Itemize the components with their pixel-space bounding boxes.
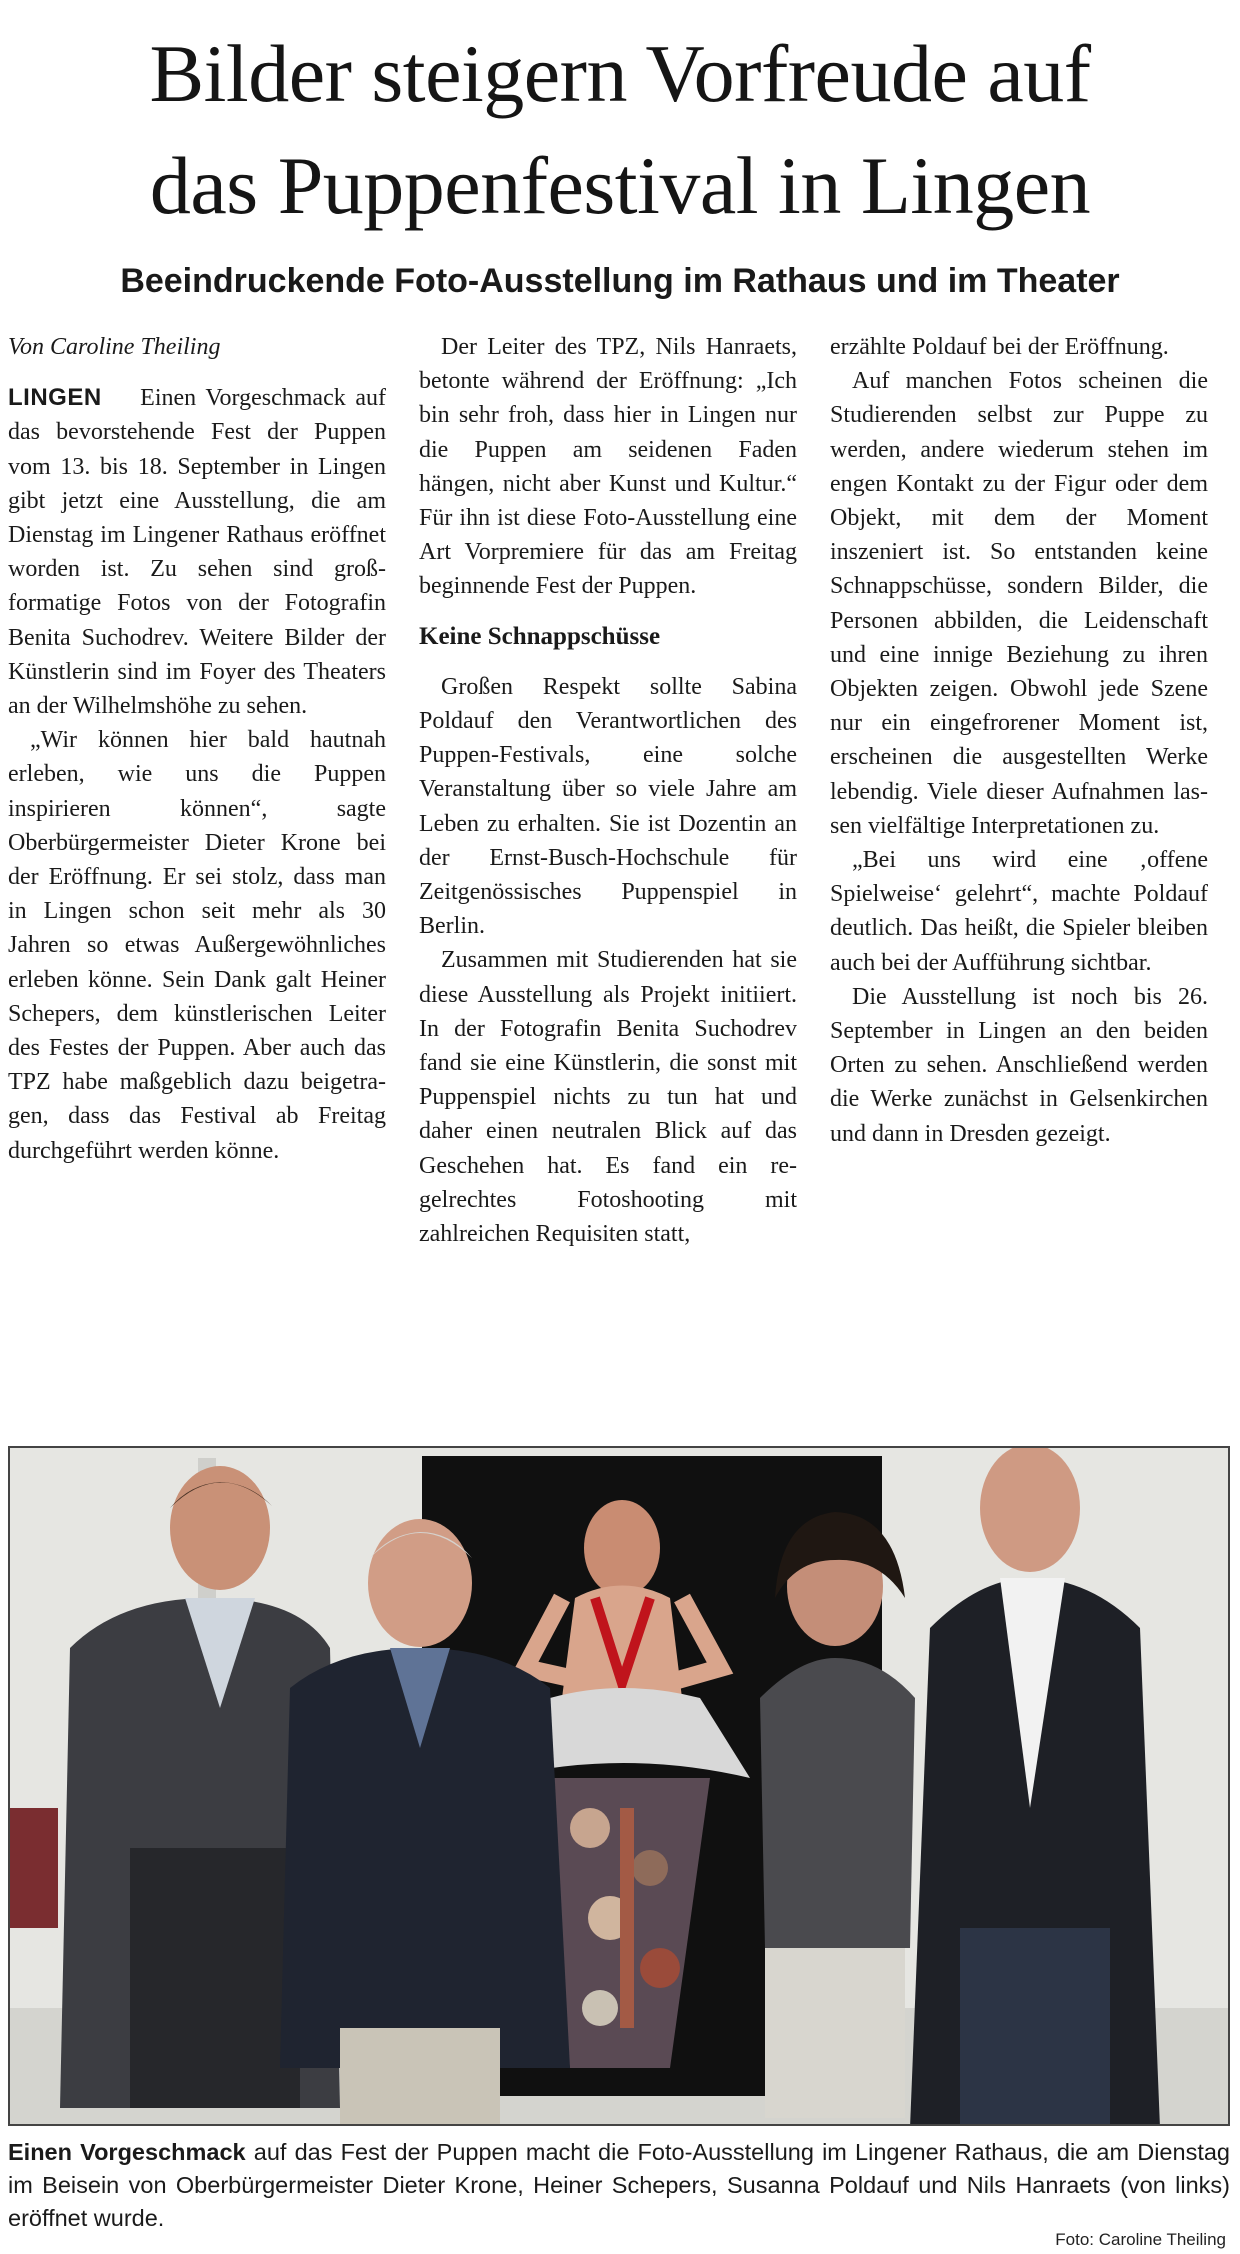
- subheadline: Beeindruckende Foto-Ausstellung im Rathaus und im Theater: [120, 262, 1120, 300]
- caption-lead: Einen Vorgeschmack: [8, 2139, 246, 2165]
- column-1: [8, 330, 386, 1168]
- paragraph-text: Einen Vorgeschmack auf das bevorstehende Fest der Puppen vom 13. bis 18. September in Lingen gibt jetzt eine Ausstellung, die am Dienstag im Lingener Rathaus eröffnet worden ist. Zu sehen sind großformatige Fotos von der Fotografin Benita Suchodrev. Weitere Bilder der Künstlerin sind im Foyer des Theaters an der Wilhelmshöhe zu sehen.: [8, 385, 387, 720]
- article-photo: [8, 1446, 1230, 2126]
- headline-line-1: Bilder steigern Vorfreude auf: [149, 28, 1091, 119]
- paragraph: Der Leiter des TPZ, Nils Hanraets, betonte während der Eröffnung: „Ich bin sehr froh, dass hier in Lingen nur die Puppen am seidenen Faden hängen, nicht aber Kunst und Kultur.“ Für ihn ist diese Foto-Ausstellung eine Art Vorpremiere für das am Freitag beginnende Fest der Puppen.: [419, 334, 797, 600]
- column-2: [419, 330, 797, 1251]
- paragraph: „Wir können hier bald hautnah erleben, wie uns die Puppen inspirieren können“, sagte Oberbürgermeister Dieter Krone bei der Eröffnung. Er sei stolz, dass man in Lingen schon seit mehr als 30 Jahren so etwas Außergewöhnliches erleben könne. Sein Dank galt Heiner Schepers, dem künstlerischen Leiter des Festes der Puppen. Aber auch das TPZ habe maßgeblich dazu beigetragen, dass das Festival ab Freitag durchgeführt werden könne.: [8, 727, 386, 1164]
- paragraph: Auf manchen Fotos scheinen die Studierenden selbst zur Puppe zu werden, andere wiederum stehen im engen Kontakt zu der Figur oder dem Objekt, mit dem der Moment inszeniert ist. So entstanden keine Schnappschüsse, sondern Bilder, die Personen abbilden, die Leidenschaft und eine innige Beziehung zu ihren Objekten zeigen. Obwohl jede Szene nur ein eingefrorener Moment ist, erscheinen die ausgestellten Werke lebendig. Viele dieser Aufnahmen lassen vielfältige Interpretationen zu.: [830, 368, 1208, 839]
- column-3: [830, 330, 1208, 1151]
- paragraph: Die Ausstellung ist noch bis 26. September in Lingen an den beiden Orten zu sehen. Anschließend werden die Werke zunächst in Gelsenkirchen und dann in Dresden gezeigt.: [830, 983, 1208, 1147]
- paragraph: Großen Respekt sollte Sabina Poldauf den Verantwortlichen des Puppen-Festivals, eine solche Veranstaltung über so viele Jahre am Leben zu erhalten. Sie ist Dozentin an der Ernst-Busch-Hochschule für Zeitgenössisches Puppenspiel in Berlin.: [419, 673, 797, 940]
- paragraph: „Bei uns wird eine ‚offene Spielweise‘ gelehrt“, machte Poldauf deutlich. Das heißt, die Spieler bleiben auch bei der Aufführung sichtbar.: [830, 847, 1208, 976]
- photo-caption: [8, 2136, 1230, 2235]
- headline-line-2: das Puppenfestival in Lingen: [149, 140, 1091, 231]
- dateline: LINGEN: [8, 384, 102, 412]
- section-heading: Keine Schnappschüsse: [419, 622, 661, 650]
- photo-credit: Foto: Caroline Theiling: [1055, 2230, 1226, 2249]
- headline: [0, 18, 1240, 242]
- paragraph: erzählte Poldauf bei der Eröffnung.: [830, 334, 1169, 360]
- paragraph: [8, 381, 386, 723]
- paragraph: Zusammen mit Studierenden hat sie diese Ausstellung als Projekt initiiert. In der Fotografin Benita Suchodrev fand sie eine Künstlerin, die sonst mit Puppenspiel nichts zu tun hat und daher einen neutralen Blick auf das Geschehen hat. Es fand ein regelrechtes Fotoshooting mit zahlreichen Requisiten statt,: [419, 947, 797, 1248]
- byline: Von Caroline Theiling: [8, 334, 221, 360]
- caption-text: auf das Fest der Puppen macht die Foto-Ausstellung im Lingener Rathaus, die am Dienstag im Beisein von Oberbürgermeister Dieter Krone, Heiner Schepers, Susanna Poldauf und Nils Hanraets (von links) eröffnet wurde.: [8, 2139, 1230, 2231]
- photo-illustration: [10, 1448, 1230, 2126]
